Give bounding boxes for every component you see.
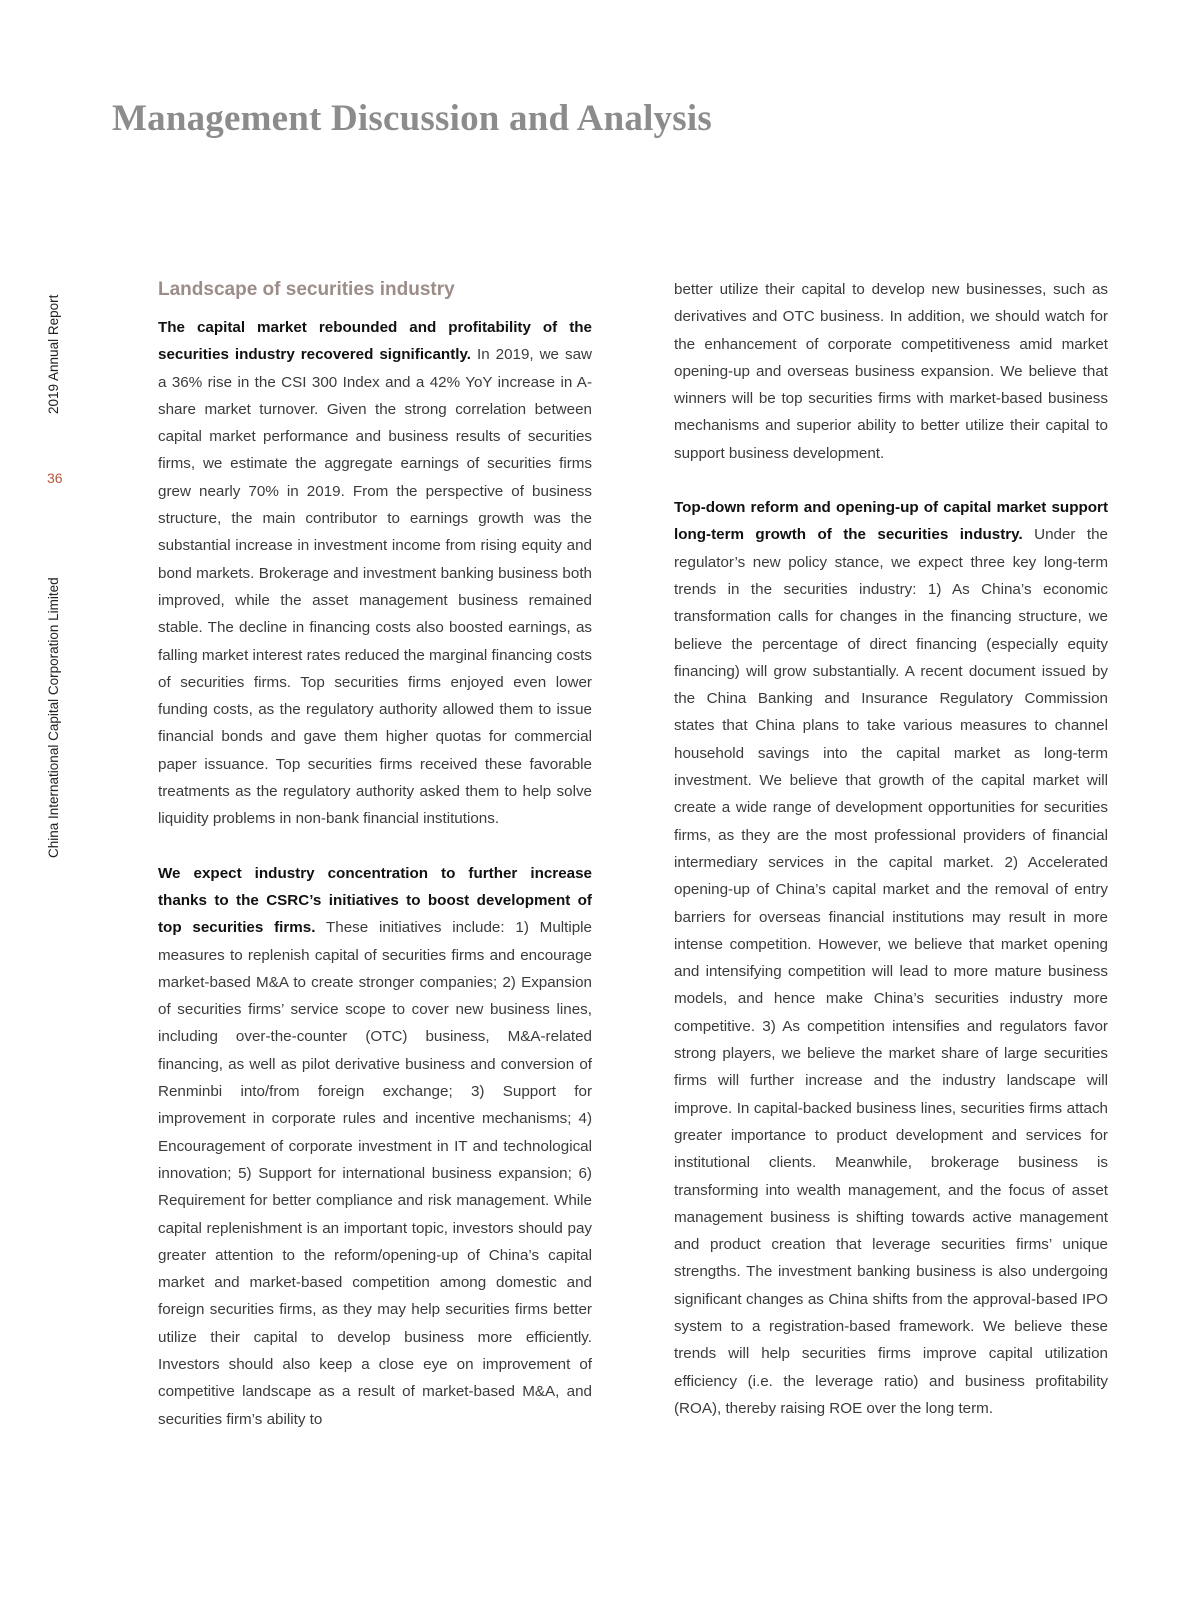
section-heading: Landscape of securities industry	[158, 279, 455, 300]
paragraph-lead: The capital market rebounded and profitability of the securities industry recovered significantly.	[158, 319, 592, 364]
page-number: 36	[47, 470, 63, 486]
paragraph-lead: Top-down reform and opening-up of capital market support long-term growth of the securities industry.	[674, 499, 1108, 544]
paragraph-body: Under the regulator’s new policy stance, we expect three key long-term trends in the securities industry: 1) As China’s economic transformation calls for changes in the financing structure, we believe the percentage of direct financing (especially equity financing) will grow substantially. A recent document issued by the China Banking and Insurance Regulatory Commission states that China plans to take various measures to channel household savings into the capital market as long-term investment. We believe that growth of the capital market will create a wide range of development opportunities for securities firms, as they are the most professional providers of financial intermediary services in the capital market. 2) Accelerated opening-up of China’s capital market and the removal of entry barriers for overseas financial institutions may result in more intense competition. However, we believe that market opening and intensifying competition will lead to more mature business models, and hence make China’s securities industry more competitive. 3) As competition intensifies and regulators favor strong players, we believe the market share of large securities firms will further increase and the industry landscape will improve. In capital-backed business lines, securities firms attach greater importance to product development and services for institutional clients. Meanwhile, brokerage business is transforming into wealth management, and the focus of asset management business is shifting towards active management and product creation that leverage securities firms’ unique strengths. The investment banking business is also undergoing significant changes as China shifts from the approval-based IPO system to a registration-based framework. We believe these trends will help securities firms improve capital utilization efficiency (i.e. the leverage ratio) and business profitability (ROA), thereby raising ROE over the long term.	[674, 526, 1108, 1417]
paragraph-reform-opening-up	[674, 494, 1108, 1422]
page-title: Management Discussion and Analysis	[112, 97, 712, 139]
paragraph-industry-concentration	[158, 860, 592, 1433]
paragraph-continuation	[674, 276, 1108, 467]
paragraph-market-rebound	[158, 314, 592, 833]
report-label: 2019 Annual Report	[46, 294, 61, 414]
paragraph-lead: We expect industry concentration to further increase thanks to the CSRC’s initiatives to boost development of top securities firms.	[158, 864, 592, 937]
paragraph-body: In 2019, we saw a 36% rise in the CSI 300 Index and a 42% YoY increase in A-share market turnover. Given the strong correlation between capital market performance and business results of securities firms, we estimate the aggregate earnings of securities firms grew nearly 70% in 2019. From the perspective of business structure, the main contributor to earnings growth was the substantial increase in investment income from rising equity and bond markets. Brokerage and investment banking business both improved, while the asset management business remained stable. The decline in financing costs also boosted earnings, as falling market interest rates reduced the marginal financing costs of securities firms. Top securities firms enjoyed even lower funding costs, as the regulatory authority allowed them to issue financial bonds and gave them higher quotas for commercial paper issuance. Top securities firms received these favorable treatments as the regulatory authority asked them to help solve liquidity problems in non-bank financial institutions.	[158, 346, 592, 828]
right-column	[674, 276, 1108, 1449]
paragraph-body: These initiatives include: 1) Multiple measures to replenish capital of securities firms and encourage market-based M&A to create stronger companies; 2) Expansion of securities firms’ service scope to cover new business lines, including over-the-counter (OTC) business, M&A-related financing, as well as pilot derivative business and conversion of Renminbi into/from foreign exchange; 3) Support for improvement in corporate rules and incentive mechanisms; 4) Encouragement of corporate investment in IT and technological innovation; 5) Support for international business expansion; 6) Requirement for better compliance and risk management. While capital replenishment is an important topic, investors should pay greater attention to the reform/opening-up of China’s capital market and market-based competition among domestic and foreign securities firms, as they may help securities firms better utilize their capital to develop business more efficiently. Investors should also keep a close eye on improvement of competitive landscape as a result of market-based M&A, and securities firm’s ability to	[158, 919, 592, 1428]
paragraph-body: better utilize their capital to develop new businesses, such as derivatives and OTC business. In addition, we should watch for the enhancement of corporate competitiveness amid market opening-up and overseas business expansion. We believe that winners will be top securities firms with market-based business mechanisms and superior ability to better utilize their capital to support business development.	[674, 281, 1108, 462]
company-name: China International Capital Corporation Limited	[46, 577, 61, 858]
left-column	[158, 276, 592, 1460]
